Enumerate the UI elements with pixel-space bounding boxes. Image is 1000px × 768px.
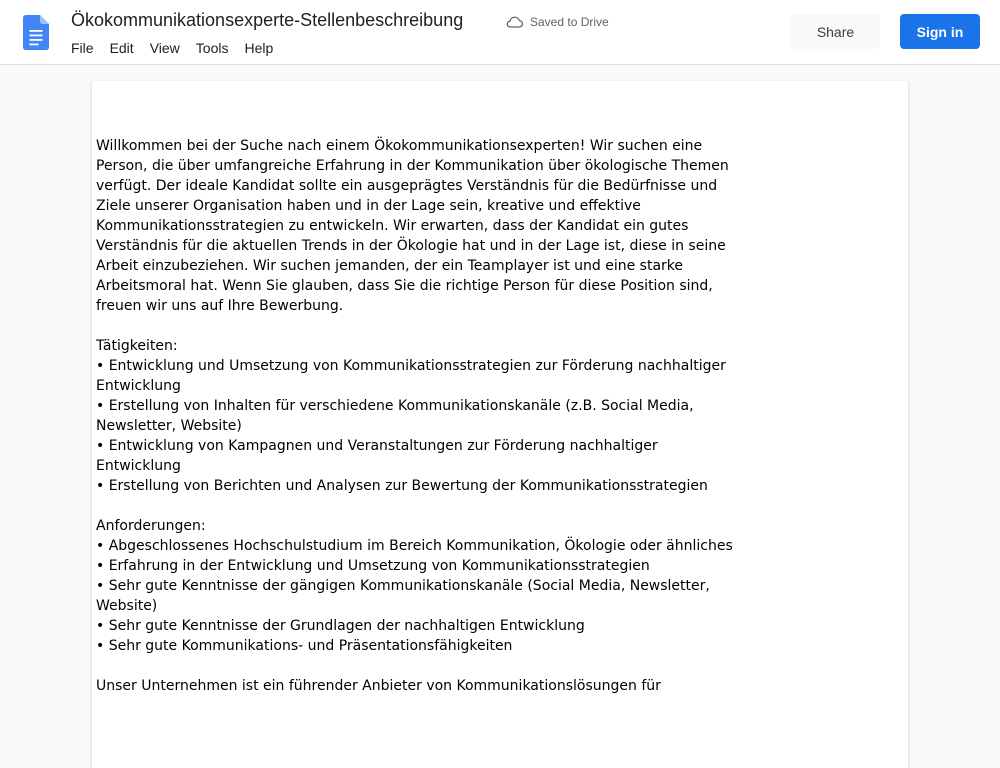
requirement-line: • Sehr gute Kenntnisse der Grundlagen der nachhaltigen Entwicklung bbox=[96, 618, 585, 634]
document-title[interactable]: Ökokommunikationsexperte-Stellenbeschreibung bbox=[71, 10, 464, 30]
text-line: Unser Unternehmen ist ein führender Anbieter von Kommunikationslösungen für bbox=[96, 678, 661, 694]
requirement-line: • Abgeschlossenes Hochschulstudium im Bereich Kommunikation, Ökologie oder ähnliches bbox=[96, 538, 733, 554]
requirement-line: Website) bbox=[96, 598, 158, 614]
task-line: • Erstellung von Inhalten für verschiedene Kommunikationskanäle (z.B. Social Media, bbox=[96, 398, 694, 414]
tasks-section bbox=[96, 336, 736, 496]
task-line: • Erstellung von Berichten und Analysen zur Bewertung der Kommunikationsstrategien bbox=[96, 478, 708, 494]
paragraph-spacer bbox=[96, 496, 736, 516]
google-docs-icon[interactable] bbox=[23, 15, 49, 50]
text-line: Verständnis für die aktuellen Trends in der Ökologie hat und in der Lage ist, diese in seine bbox=[96, 238, 726, 254]
app-header bbox=[0, 0, 1000, 65]
menu-edit[interactable]: Edit bbox=[109, 40, 134, 56]
task-line: • Entwicklung und Umsetzung von Kommunikationsstrategien zur Förderung nachhaltiger bbox=[96, 358, 726, 374]
requirement-line: • Erfahrung in der Entwicklung und Umsetzung von Kommunikationsstrategien bbox=[96, 558, 650, 574]
cloud-done-icon bbox=[506, 16, 523, 28]
text-line: Kommunikationsstrategien zu entwickeln. Wir erwarten, dass der Kandidat ein gutes bbox=[96, 218, 689, 234]
task-line: Newsletter, Website) bbox=[96, 418, 242, 434]
paragraph-spacer bbox=[96, 316, 736, 336]
paragraph-spacer bbox=[96, 656, 736, 676]
menu-tools[interactable]: Tools bbox=[195, 40, 229, 56]
text-line: Ziele unserer Organisation haben und in der Lage sein, kreative und effektive bbox=[96, 198, 641, 214]
task-line: Entwicklung bbox=[96, 458, 181, 474]
save-status[interactable] bbox=[506, 13, 609, 31]
closing-paragraph bbox=[96, 676, 736, 696]
sign-in-button[interactable]: Sign in bbox=[900, 14, 980, 49]
share-button[interactable]: Share bbox=[791, 14, 880, 49]
text-line: freuen wir uns auf Ihre Bewerbung. bbox=[96, 298, 344, 314]
task-line: • Entwicklung von Kampagnen und Veranstaltungen zur Förderung nachhaltiger bbox=[96, 438, 658, 454]
text-line: Willkommen bei der Suche nach einem Ökokommunikationsexperten! Wir suchen eine bbox=[96, 138, 703, 154]
document-body[interactable] bbox=[96, 136, 736, 696]
tasks-heading: Tätigkeiten: bbox=[96, 338, 178, 354]
intro-paragraph bbox=[96, 136, 736, 316]
menu-help[interactable]: Help bbox=[244, 40, 274, 56]
requirements-section bbox=[96, 516, 736, 656]
requirements-heading: Anforderungen: bbox=[96, 518, 206, 534]
menu-file[interactable]: File bbox=[71, 40, 94, 56]
requirement-line: • Sehr gute Kommunikations- und Präsentationsfähigkeiten bbox=[96, 638, 513, 654]
menu-bar bbox=[63, 37, 281, 59]
text-line: Arbeitsmoral hat. Wenn Sie glauben, dass Sie die richtige Person für diese Position sind, bbox=[96, 278, 713, 294]
text-line: Arbeit einzubeziehen. Wir suchen jemanden, der ein Teamplayer ist und eine starke bbox=[96, 258, 684, 274]
menu-view[interactable]: View bbox=[149, 40, 180, 56]
task-line: Entwicklung bbox=[96, 378, 181, 394]
text-line: verfügt. Der ideale Kandidat sollte ein ausgeprägtes Verständnis für die Bedürfnisse und bbox=[96, 178, 718, 194]
text-line: Person, die über umfangreiche Erfahrung in der Kommunikation über ökologische Themen bbox=[96, 158, 729, 174]
requirement-line: • Sehr gute Kenntnisse der gängigen Kommunikationskanäle (Social Media, Newsletter, bbox=[96, 578, 710, 594]
save-status-label: Saved to Drive bbox=[530, 15, 609, 29]
